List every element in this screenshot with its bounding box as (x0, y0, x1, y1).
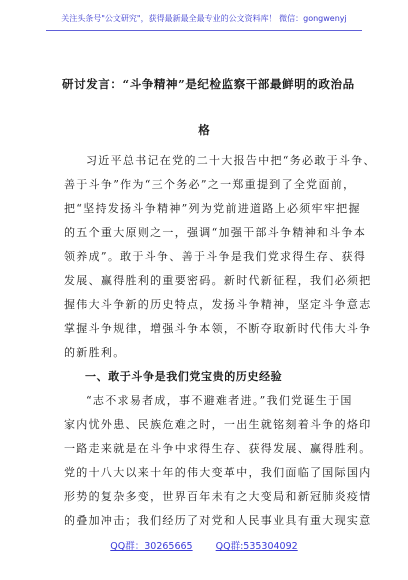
paragraph-line: 一路走来就是在斗争中求得生存、获得发展、赢得胜利。 (64, 442, 372, 455)
document-title: 研讨发言：“斗争精神”是纪检监察干部最鲜明的政治品 (62, 77, 355, 91)
footer-contact (0, 538, 408, 552)
paragraph-line: 掌握斗争规律，增强斗争本领，不断夺取新时代伟大斗争 (64, 322, 372, 335)
header-banner: 关注头条号"公文研究"，获得最新最全最专业的公文资料库！ 微信：gongwenyj (61, 14, 347, 23)
footer-qq-group-1[interactable]: QQ群：30265665 (110, 541, 193, 552)
paragraph-line: 善于斗争”作为“三个务必”之一郑重提到了全党面前， (64, 178, 356, 191)
paragraph-line: 领养成”。敢于斗争、善于斗争是我们党求得生存、获得 (64, 250, 367, 263)
paragraph-line: “志不求易者成，事不避难者进。”我们党诞生于国 (86, 394, 353, 407)
document-title-continuation: 格 (198, 123, 210, 137)
paragraph-line: 习近平总书记在党的二十大报告中把“务必敢于斗争、 (86, 154, 376, 167)
paragraph-line: 形势的复杂多变，世界百年未有之大变局和新冠肺炎疫情 (64, 490, 372, 503)
paragraph-line: 握伟大斗争新的历史特点，发扬斗争精神，坚定斗争意志 (64, 298, 372, 311)
paragraph-line: 家内忧外患、民族危难之时，一出生就铭刻着斗争的烙印 (64, 418, 372, 431)
paragraph-line: 的五个重大原则之一，强调“加强干部斗争精神和斗争本 (64, 226, 367, 239)
paragraph-line: 的叠加冲击；我们经历了对党和人民事业具有重大现实意 (64, 514, 372, 527)
section-heading: 一、敢于斗争是我们党宝贵的历史经验 (85, 370, 283, 383)
header-divider (46, 30, 362, 31)
paragraph-line: 党的十八大以来十年的伟大变革中，我们面临了国际国内 (64, 466, 372, 479)
paragraph-line: 发展、赢得胜利的重要密码。新时代新征程，我们必须把 (64, 274, 372, 287)
footer-qq-group-2[interactable]: QQ群:535304092 (215, 541, 298, 552)
paragraph-line: 把“坚持发扬斗争精神”列为党前进道路上必须牢牢把握 (64, 202, 361, 215)
paragraph-line: 的新胜利。 (64, 346, 126, 359)
